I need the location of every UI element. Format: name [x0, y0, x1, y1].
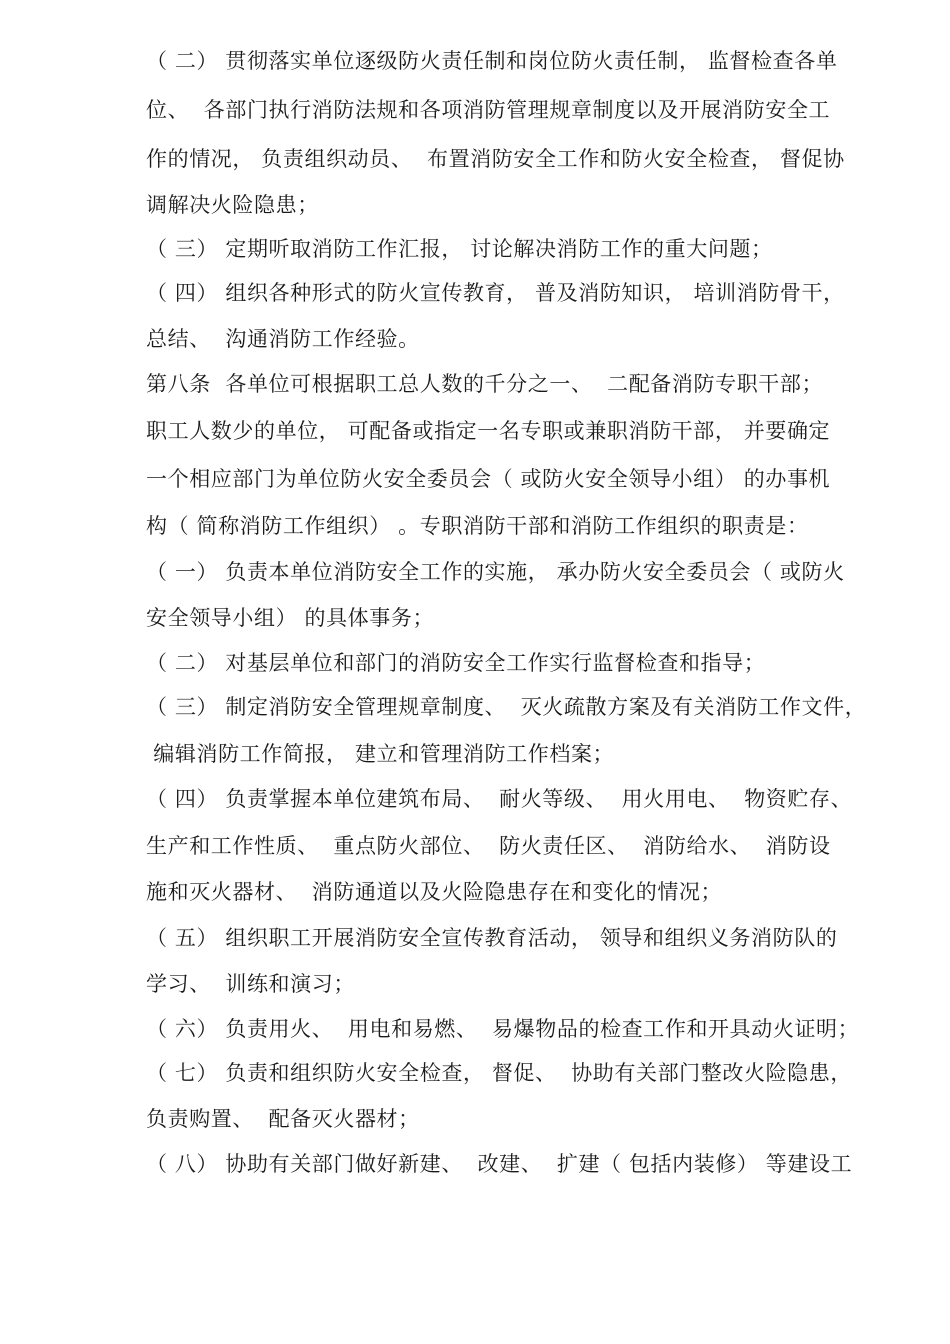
text-line: （ 四） 组织各种形式的防火宣传教育， 普及消防知识， 培训消防骨干，	[146, 281, 845, 305]
text-line: （ 二） 贯彻落实单位逐级防火责任制和岗位防火责任制， 监督检查各单	[146, 49, 838, 73]
text-line: 调解决火险隐患；	[146, 193, 319, 217]
text-line: （ 四） 负责掌握本单位建筑布局、 耐火等级、 用火用电、 物资贮存、	[146, 787, 853, 811]
text-line: 总结、 沟通消防工作经验。	[146, 327, 420, 351]
text-line: 职工人数少的单位， 可配备或指定一名专职或兼职消防干部， 并要确定	[146, 419, 831, 443]
text-line: （ 七） 负责和组织防火安全检查， 督促、 协助有关部门整改火险隐患，	[146, 1061, 852, 1085]
text-line: 第八条 各单位可根据职工总人数的千分之一、 二配备消防专职干部；	[146, 372, 824, 396]
text-line: 安全领导小组） 的具体事务；	[146, 606, 435, 630]
text-line: 学习、 训练和演习；	[146, 972, 355, 996]
text-line: 位、 各部门执行消防法规和各项消防管理规章制度以及开展消防安全工	[146, 98, 831, 122]
text-line: （ 一） 负责本单位消防安全工作的实施， 承办防火安全委员会（ 或防火	[146, 560, 845, 584]
text-line: （ 六） 负责用火、 用电和易燃、 易爆物品的检查工作和开具动火证明；	[146, 1017, 860, 1041]
text-line: 构（ 简称消防工作组织） 。专职消防干部和消防工作组织的职责是：	[146, 514, 809, 538]
text-line: 施和灭火器材、 消防通道以及火险隐患存在和变化的情况；	[146, 880, 723, 904]
text-line: （ 八） 协助有关部门做好新建、 改建、 扩建（ 包括内装修） 等建设工	[146, 1152, 853, 1176]
text-line: （ 三） 制定消防安全管理规章制度、 灭火疏散方案及有关消防工作文件，	[146, 695, 867, 719]
text-line: （ 三） 定期听取消防工作汇报， 讨论解决消防工作的重大问题；	[146, 237, 773, 261]
text-line: （ 二） 对基层单位和部门的消防安全工作实行监督检查和指导；	[146, 651, 766, 675]
text-line: 一个相应部门为单位防火安全委员会（ 或防火安全领导小组） 的办事机	[146, 467, 831, 491]
text-line: 负责购置、 配备灭火器材；	[146, 1107, 420, 1131]
text-line: 编辑消防工作简报， 建立和管理消防工作档案；	[146, 742, 615, 766]
text-line: 生产和工作性质、 重点防火部位、 防火责任区、 消防给水、 消防设	[146, 834, 831, 858]
text-line: （ 五） 组织职工开展消防安全宣传教育活动， 领导和组织义务消防队的	[146, 926, 838, 950]
text-line: 作的情况， 负责组织动员、 布置消防安全工作和防火安全检查， 督促协	[146, 147, 845, 171]
